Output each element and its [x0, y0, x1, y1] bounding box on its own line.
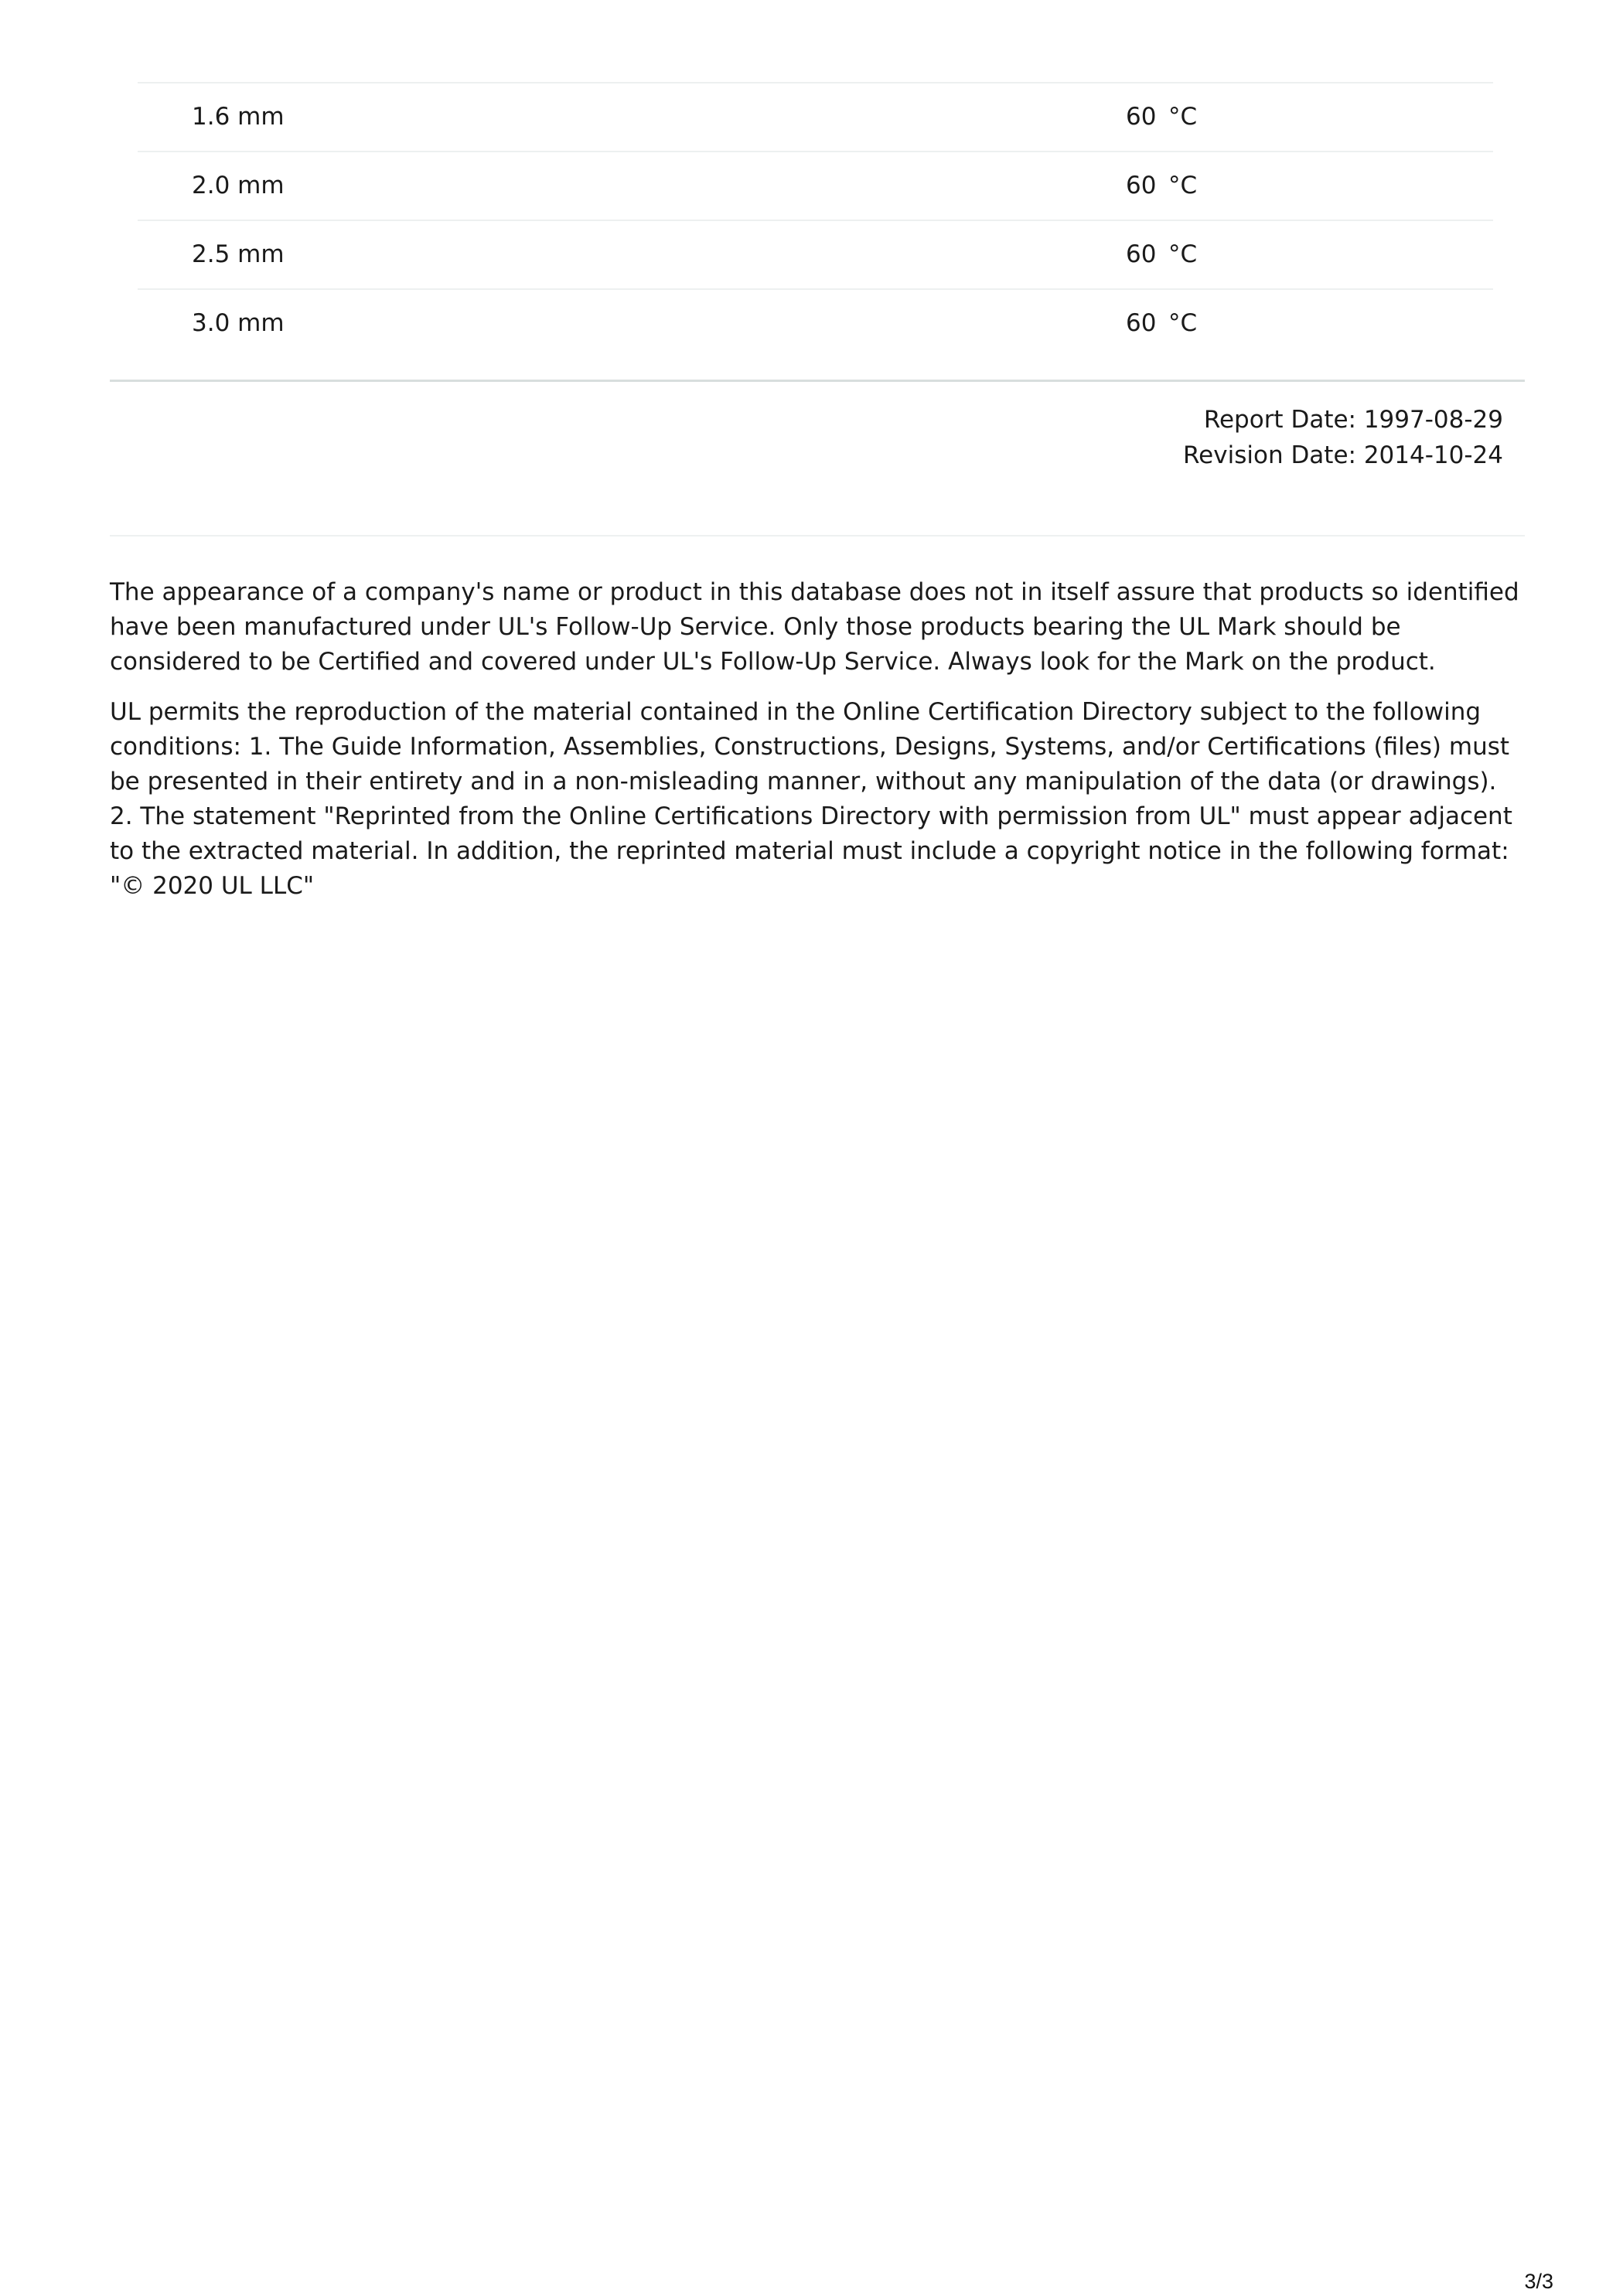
temperature-value-cell: 60 — [1126, 309, 1157, 337]
temperature-table — [138, 82, 1493, 357]
section-divider — [110, 380, 1525, 382]
thickness-cell: 3.0 mm — [192, 309, 285, 337]
table-row — [138, 152, 1493, 221]
revision-date: Revision Date: 2014-10-24 — [1183, 441, 1503, 469]
table-row — [138, 221, 1493, 290]
temperature-value-cell: 60 — [1126, 103, 1157, 131]
footer-divider — [110, 535, 1525, 537]
temperature-value-cell: 60 — [1126, 172, 1157, 199]
report-date: Report Date: 1997-08-29 — [1203, 406, 1503, 434]
temperature-unit-cell: °C — [1168, 103, 1198, 131]
report-dates — [1183, 402, 1503, 473]
temperature-unit-cell: °C — [1168, 240, 1198, 268]
thickness-cell: 2.0 mm — [192, 172, 285, 199]
thickness-cell: 2.5 mm — [192, 240, 285, 268]
table-row — [138, 82, 1493, 152]
reproduction-notice: UL permits the reproduction of the material contained in the Online Certification Directory subject to the following conditions: 1. The Guide Information, Assemblies, Constructions, Designs, Systems, and/or Certifications (files) must be presented in their entirety and in a non-misleading manner, without any manipulation of the data (or drawings). 2. The statement "Reprinted from the Online Certifications Directory with permission from UL" must appear adjacent to the extracted material. In addition, the reprinted material must include a copyright notice in the following format: "© 2020 UL LLC" — [110, 698, 1512, 900]
table-row — [138, 290, 1493, 357]
temperature-unit-cell: °C — [1168, 309, 1198, 337]
temperature-value-cell: 60 — [1126, 240, 1157, 268]
disclaimer-paragraph: The appearance of a company's name or product in this database does not in itself assure that products so identified have been manufactured under UL's Follow-Up Service. Only those products bearing the UL Mark should be considered to be Certified and covered under UL's Follow-Up Service. Always look for the Mark on the product. — [110, 578, 1519, 676]
page-number: 3/3 — [1524, 2270, 1553, 2293]
temperature-unit-cell: °C — [1168, 172, 1198, 199]
thickness-cell: 1.6 mm — [192, 103, 285, 131]
disclaimer — [110, 575, 1525, 919]
